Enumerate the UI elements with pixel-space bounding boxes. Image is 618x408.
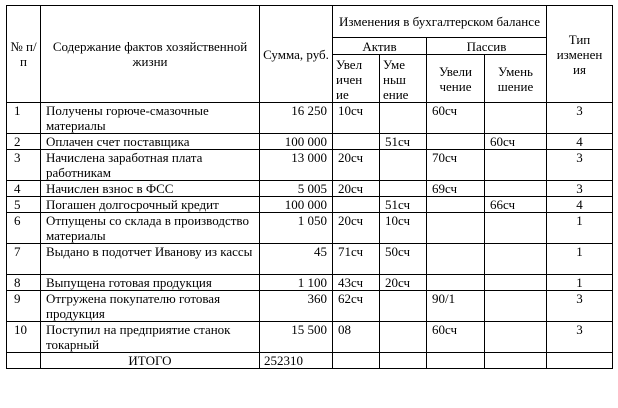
table-row — [7, 213, 613, 244]
row-liability-increase — [427, 197, 485, 213]
row-liability-decrease — [485, 103, 547, 134]
row-description: Получены горюче-смазочные материалы — [41, 103, 260, 134]
col-header-liability-increase: Увели чение — [427, 55, 485, 103]
row-number: 1 — [7, 103, 41, 134]
row-asset-increase: 20сч — [333, 213, 380, 244]
row-asset-decrease: 20сч — [380, 275, 427, 291]
row-number: 2 — [7, 134, 41, 150]
col-header-num: № п/п — [7, 6, 41, 103]
row-liability-decrease — [485, 244, 547, 275]
row-change-type: 3 — [547, 103, 613, 134]
col-header-asset: Актив — [333, 38, 427, 55]
row-change-type: 1 — [547, 275, 613, 291]
row-sum: 100 000 — [260, 197, 333, 213]
row-change-type: 3 — [547, 291, 613, 322]
row-description: Отгружена покупателю готовая продукция — [41, 291, 260, 322]
row-sum: 100 000 — [260, 134, 333, 150]
row-liability-decrease — [485, 275, 547, 291]
table-row — [7, 134, 613, 150]
row-sum: 15 500 — [260, 322, 333, 353]
row-number: 6 — [7, 213, 41, 244]
row-liability-increase — [427, 275, 485, 291]
row-sum: 13 000 — [260, 150, 333, 181]
row-description: Выдано в подотчет Иванову из кассы — [41, 244, 260, 275]
col-header-asset-decrease: Уме ньш ение — [380, 55, 427, 103]
row-description: Поступил на предприятие станок токарный — [41, 322, 260, 353]
row-asset-increase: 62сч — [333, 291, 380, 322]
row-liability-increase: 90/1 — [427, 291, 485, 322]
row-liability-decrease — [485, 181, 547, 197]
row-change-type: 3 — [547, 181, 613, 197]
col-header-liability-decrease: Умень шение — [485, 55, 547, 103]
row-liability-decrease: 60сч — [485, 134, 547, 150]
row-sum: 1 050 — [260, 213, 333, 244]
total-label: ИТОГО — [41, 353, 260, 369]
row-number: 9 — [7, 291, 41, 322]
row-number: 4 — [7, 181, 41, 197]
row-asset-increase: 20сч — [333, 181, 380, 197]
col-header-change-type: Тип изменен ия — [547, 6, 613, 103]
col-header-sum: Сумма, руб. — [260, 6, 333, 103]
row-liability-decrease — [485, 291, 547, 322]
col-header-balance-changes: Изменения в бухгалтерском балансе — [333, 6, 547, 38]
row-asset-decrease: 50сч — [380, 244, 427, 275]
table-row — [7, 291, 613, 322]
row-asset-decrease — [380, 322, 427, 353]
table-row — [7, 322, 613, 353]
col-header-liability: Пассив — [427, 38, 547, 55]
row-change-type: 4 — [547, 197, 613, 213]
row-asset-decrease: 51сч — [380, 134, 427, 150]
row-sum: 45 — [260, 244, 333, 275]
row-asset-increase: 08 — [333, 322, 380, 353]
row-number: 7 — [7, 244, 41, 275]
col-header-asset-increase: Увел ичен ие — [333, 55, 380, 103]
row-description: Оплачен счет поставщика — [41, 134, 260, 150]
row-liability-increase: 70сч — [427, 150, 485, 181]
table-row — [7, 103, 613, 134]
row-number: 10 — [7, 322, 41, 353]
row-sum: 1 100 — [260, 275, 333, 291]
table-row — [7, 181, 613, 197]
row-change-type: 1 — [547, 244, 613, 275]
row-liability-decrease: 66сч — [485, 197, 547, 213]
row-sum: 360 — [260, 291, 333, 322]
row-liability-decrease — [485, 213, 547, 244]
col-header-description: Содержание фактов хозяйственной жизни — [41, 6, 260, 103]
row-asset-decrease — [380, 103, 427, 134]
table-body — [7, 103, 613, 353]
row-asset-increase: 20сч — [333, 150, 380, 181]
row-asset-increase: 71сч — [333, 244, 380, 275]
row-liability-increase — [427, 213, 485, 244]
row-liability-increase: 60сч — [427, 103, 485, 134]
row-change-type: 4 — [547, 134, 613, 150]
row-description: Отпущены со склада в производство материалы — [41, 213, 260, 244]
row-number: 3 — [7, 150, 41, 181]
row-change-type: 3 — [547, 150, 613, 181]
total-sum: 252310 — [260, 353, 333, 369]
row-asset-increase: 43сч — [333, 275, 380, 291]
row-liability-increase: 69сч — [427, 181, 485, 197]
row-asset-decrease — [380, 181, 427, 197]
row-asset-decrease — [380, 291, 427, 322]
row-description: Начислена заработная плата работникам — [41, 150, 260, 181]
table-row — [7, 275, 613, 291]
row-liability-decrease — [485, 322, 547, 353]
row-asset-increase — [333, 197, 380, 213]
row-liability-increase — [427, 244, 485, 275]
row-description: Выпущена готовая продукция — [41, 275, 260, 291]
balance-changes-table — [6, 5, 613, 369]
row-liability-decrease — [485, 150, 547, 181]
row-description: Начислен взнос в ФСС — [41, 181, 260, 197]
row-liability-increase — [427, 134, 485, 150]
row-description: Погашен долгосрочный кредит — [41, 197, 260, 213]
row-asset-decrease: 51сч — [380, 197, 427, 213]
total-row — [7, 353, 613, 369]
row-change-type: 3 — [547, 322, 613, 353]
table-row — [7, 150, 613, 181]
row-asset-decrease — [380, 150, 427, 181]
row-sum: 5 005 — [260, 181, 333, 197]
row-sum: 16 250 — [260, 103, 333, 134]
row-liability-increase: 60сч — [427, 322, 485, 353]
row-number: 5 — [7, 197, 41, 213]
row-change-type: 1 — [547, 213, 613, 244]
row-asset-increase — [333, 134, 380, 150]
row-asset-decrease: 10сч — [380, 213, 427, 244]
row-number: 8 — [7, 275, 41, 291]
table-row — [7, 197, 613, 213]
table-row — [7, 244, 613, 275]
row-asset-increase: 10сч — [333, 103, 380, 134]
